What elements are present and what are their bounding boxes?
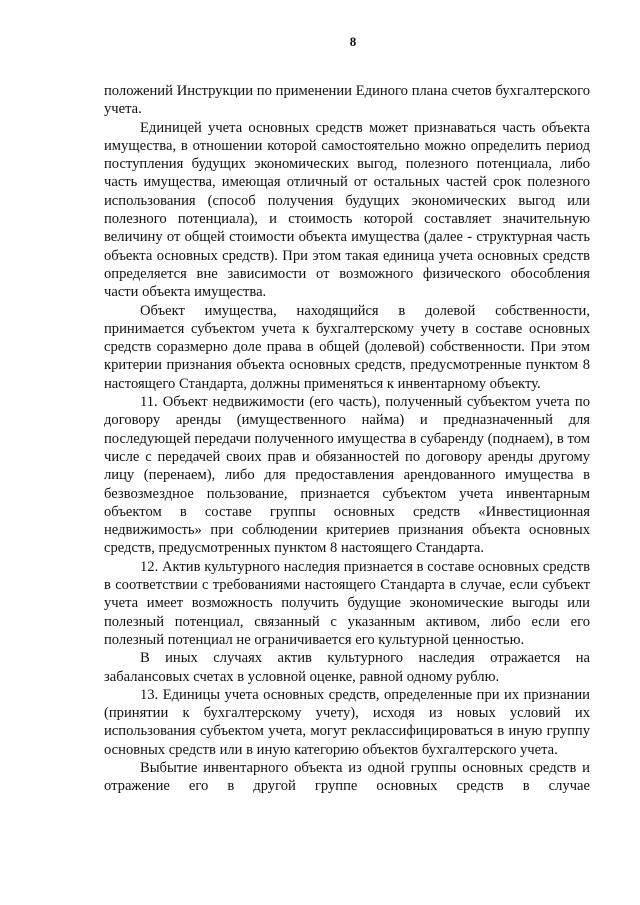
paragraph-5-item-12: 12. Актив культурного наследия признается в составе основных средств в соответствии с требованиями настоящего Стандарта в случае, если субъект учета имеет возможность получить будущие экономические выгоды или полезный потенциал, связанный с указанным активом, либо если его полезный потенциал не ограничивается его культурной ценностью. [104,558,590,648]
paragraph-2: Единицей учета основных средств может признаваться часть объекта имущества, в отношении которой самостоятельно можно определить период поступления будущих экономических выгод, полезного потенциала, либо часть имущества, имеющая отличный от остальных частей срок полезного использования (способ получения будущих экономических выгод или полезного потенциала), и стоимость которой составляет значительную величину от общей стоимости объекта имущества (далее - структурная часть объекта основных средств). При этом такая единица учета основных средств определяется вне зависимости от возможного физического обособления части объекта имущества. [104,119,590,301]
paragraph-4-item-11: 11. Объект недвижимости (его часть), полученный субъектом учета по договору аренды (имущественного найма) и предназначенный для последующей передачи полученного имущества в субаренду (поднаем), в том числе с передачей своих прав и обязанностей по договору аренды другому лицу (перенаем), либо для предоставления арендованного имущества в безвозмездное пользование, признается субъектом учета инвентарным объектом в составе группы основных средств «Инвестиционная недвижимость» при соблюдении критериев признания объекта основных средств, предусмотренных пунктом 8 настоящего Стандарта. [104,394,590,557]
page-number: 8 [349,34,357,49]
document-body [104,82,590,796]
paragraph-7-item-13: 13. Единицы учета основных средств, определенные при их признании (принятии к бухгалтерскому учету), исходя из новых условий их использования субъектом учета, могут реклассифицироваться в иную группу основных средств или в иную категорию объектов бухгалтерского учета. [104,686,590,758]
paragraph-3: Объект имущества, находящийся в долевой собственности, принимается субъектом учета к бухгалтерскому учету в составе основных средств соразмерно доле права в общей (долевой) собственности. При этом критерии признания объекта основных средств, предусмотренные пунктом 8 настоящего Стандарта, должны применяться к инвентарному объекту. [104,302,590,392]
paragraph-6: В иных случаях актив культурного наследия отражается на забалансовых счетах в условной оценке, равной одному рублю. [104,650,590,685]
paragraph-1: положений Инструкции по применении Единого плана счетов бухгалтерского учета. [104,83,590,118]
paragraph-8: Выбытие инвентарного объекта из одной группы основных средств и отражение его в другой группе основных средств в случае [104,759,590,795]
